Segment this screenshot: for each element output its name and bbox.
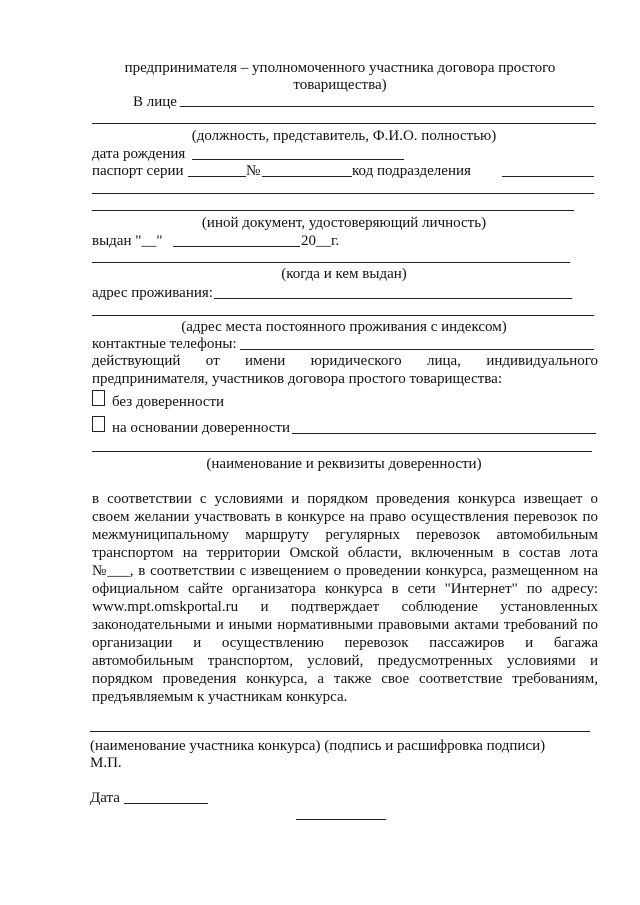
date-label: Дата bbox=[90, 790, 120, 806]
no-proxy-label: без доверенности bbox=[112, 394, 225, 410]
caption-position: (должность, представитель, Ф.И.О. полностью) bbox=[191, 128, 497, 144]
address-field-2[interactable] bbox=[92, 315, 594, 316]
birth-date-field[interactable] bbox=[192, 159, 404, 160]
phones-field[interactable] bbox=[240, 349, 594, 350]
in-person-field-2[interactable] bbox=[92, 123, 596, 124]
phones-label: контактные телефоны: bbox=[92, 336, 237, 352]
with-proxy-checkbox[interactable] bbox=[92, 416, 105, 432]
proxy-field[interactable] bbox=[292, 433, 596, 434]
paragraph-line: своем желании участвовать в конкурсе на право осуществления перевозок по bbox=[92, 509, 598, 525]
signature-field[interactable] bbox=[90, 731, 590, 732]
birth-date-label: дата рождения bbox=[92, 146, 186, 162]
no-proxy-checkbox[interactable] bbox=[92, 390, 105, 406]
in-person-field[interactable] bbox=[180, 106, 594, 107]
proxy-field-2[interactable] bbox=[92, 451, 592, 452]
paragraph-line: официальном сайте организатора конкурса в сети "Интернет" по адресу: bbox=[92, 581, 598, 597]
paragraph-line: организации и осуществлению перевозок пассажиров и багажа bbox=[92, 635, 598, 651]
acting-line-1: действующий от имени юридического лица, индивидуального bbox=[92, 353, 598, 369]
subdivision-code-field[interactable] bbox=[502, 176, 594, 177]
passport-series-field[interactable] bbox=[188, 176, 246, 177]
signature-caption: (наименование участника конкурса) (подпись и расшифровка подписи) bbox=[90, 738, 546, 754]
paragraph-line: межмуниципальному маршруту регулярных перевозок автомобильным bbox=[92, 527, 598, 543]
caption-other-doc: (иной документ, удостоверяющий личность) bbox=[201, 215, 487, 231]
in-person-label: В лице bbox=[133, 94, 177, 110]
caption-proxy: (наименование и реквизиты доверенности) bbox=[206, 456, 482, 472]
header-line-1: предпринимателя – уполномоченного участника договора простого bbox=[124, 60, 556, 76]
header-line-2: товарищества) bbox=[293, 77, 387, 93]
caption-address: (адрес места постоянного проживания с индексом) bbox=[181, 319, 507, 335]
caption-when-by-whom: (когда и кем выдан) bbox=[281, 266, 407, 282]
date-field[interactable] bbox=[124, 803, 208, 804]
footer-divider bbox=[296, 819, 386, 820]
paragraph-line: транспортом на территории Омской области, включенным в состав лота bbox=[92, 545, 598, 561]
paragraph-line: в соответствии с условиями и порядком проведения конкурса извещает о bbox=[92, 491, 598, 507]
paragraph-line: автомобильным транспортом, условий, предусмотренных условиями и bbox=[92, 653, 598, 669]
passport-number-label: № bbox=[246, 163, 261, 179]
issued-year-label: 20__г. bbox=[301, 233, 340, 249]
address-field[interactable] bbox=[214, 298, 572, 299]
issued-by-field[interactable] bbox=[92, 262, 570, 263]
declaration-paragraph bbox=[92, 490, 598, 706]
issued-label: выдан "__" bbox=[92, 233, 163, 249]
acting-line-2: предпринимателя, участников договора простого товарищества: bbox=[92, 371, 502, 387]
passport-number-field[interactable] bbox=[262, 176, 352, 177]
paragraph-line: предъявляемым к участникам конкурса. bbox=[92, 689, 348, 705]
seal-label: М.П. bbox=[90, 755, 122, 771]
passport-series-label: паспорт серии bbox=[92, 163, 184, 179]
issued-date-field[interactable] bbox=[173, 246, 300, 247]
other-doc-field[interactable] bbox=[92, 210, 574, 211]
with-proxy-label: на основании доверенности bbox=[112, 420, 290, 436]
paragraph-line: порядком проведения конкурса, а также свое соответствие требованиям, bbox=[92, 671, 598, 687]
paragraph-line: законодательными и иными нормативными правовыми актами требований по bbox=[92, 617, 598, 633]
paragraph-line: №___, в соответствии с извещением о проведении конкурса, размещенном на bbox=[92, 563, 598, 579]
subdivision-code-label: код подразделения bbox=[352, 163, 471, 179]
passport-extra-field[interactable] bbox=[92, 193, 594, 194]
address-label: адрес проживания: bbox=[92, 285, 213, 301]
paragraph-line: www.mpt.omskportal.ru и подтверждает соблюдение установленных bbox=[92, 599, 598, 615]
